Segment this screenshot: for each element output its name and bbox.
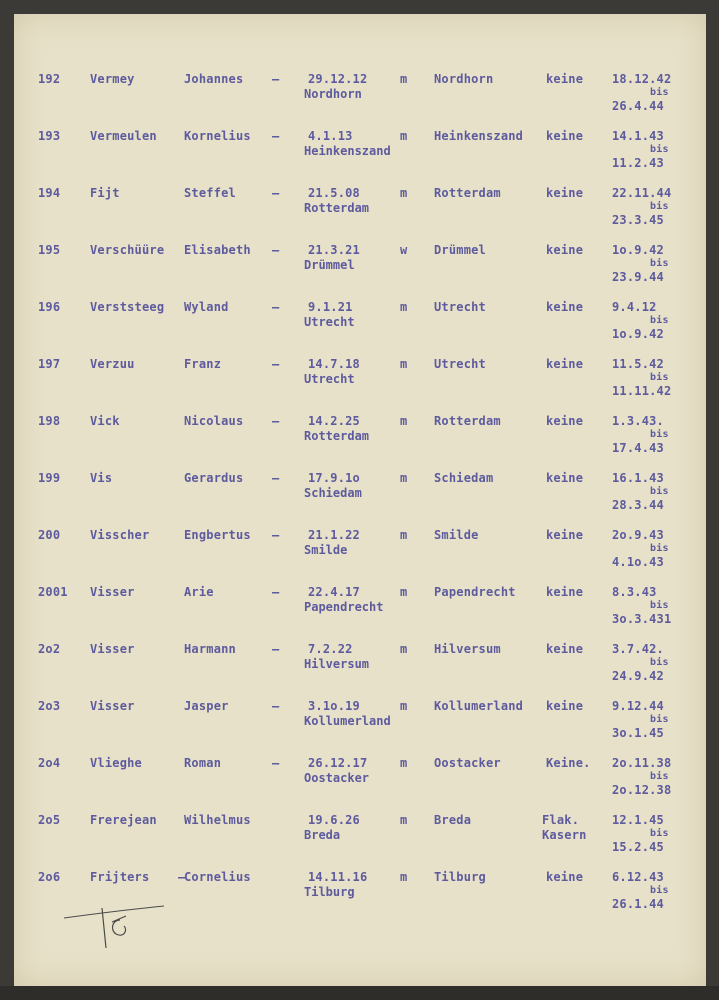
surname: Verststeeg — [90, 300, 165, 314]
range-bis: bis — [650, 885, 669, 896]
surname: Vermeulen — [90, 129, 157, 143]
place: Kollumerland — [434, 699, 524, 713]
range-bis: bis — [650, 543, 669, 554]
nationality: keine — [546, 471, 584, 485]
dash-mark: — — [272, 357, 280, 371]
nationality: keine — [546, 699, 584, 713]
dash-mark: — — [178, 870, 186, 884]
range-bis: bis — [650, 144, 669, 155]
surname: Frerejean — [90, 813, 157, 827]
place: Drümmel — [434, 243, 486, 257]
place: Utrecht — [434, 300, 486, 314]
surname: Fijt — [90, 186, 120, 200]
document-page — [14, 14, 706, 986]
birth-place: Breda — [304, 828, 341, 842]
row-number: 2o5 — [38, 813, 61, 827]
sex: m — [400, 699, 408, 713]
place: Breda — [434, 813, 472, 827]
nationality: Keine. — [546, 756, 591, 770]
dash-mark: — — [272, 699, 280, 713]
nationality: keine — [546, 72, 584, 86]
place: Oostacker — [434, 756, 501, 770]
dash-mark: — — [272, 528, 280, 542]
date-range — [612, 471, 669, 513]
date-range — [612, 756, 671, 798]
row-number: 197 — [38, 357, 61, 371]
sex: m — [400, 528, 408, 542]
table-row — [14, 300, 706, 356]
range-bis: bis — [650, 315, 669, 326]
dash-mark: — — [272, 300, 280, 314]
sex: m — [400, 186, 408, 200]
date-range — [612, 186, 671, 228]
range-to: 23.9.44 — [612, 270, 664, 284]
range-to: 17.4.43 — [612, 441, 664, 455]
range-bis: bis — [650, 258, 669, 269]
sex: w — [400, 243, 408, 257]
surname: Frijters — [90, 870, 150, 884]
range-from: 9.4.12 — [612, 300, 657, 314]
sex: m — [400, 72, 408, 86]
place: Hilversum — [434, 642, 501, 656]
nationality: Flak. Kasern — [542, 813, 587, 842]
sex: m — [400, 870, 408, 884]
nationality: keine — [546, 243, 584, 257]
given-name: Gerardus — [184, 471, 244, 485]
range-to: 24.9.42 — [612, 669, 664, 683]
range-to: 3o.3.431 — [612, 612, 672, 626]
range-from: 12.1.45 — [612, 813, 664, 827]
birth-date: 22.4.17 — [308, 585, 360, 599]
row-number: 195 — [38, 243, 61, 257]
row-number: 2o2 — [38, 642, 61, 656]
birth-date: 19.6.26 — [308, 813, 360, 827]
range-to: 11.2.43 — [612, 156, 664, 170]
dash-mark: — — [272, 186, 280, 200]
range-to: 26.1.44 — [612, 897, 664, 911]
birth-date: 4.1.13 — [308, 129, 353, 143]
date-range — [612, 528, 669, 570]
range-to: 1o.9.42 — [612, 327, 664, 341]
birth-date: 17.9.1o — [308, 471, 360, 485]
surname: Vis — [90, 471, 113, 485]
birth-place: Rotterdam — [304, 201, 370, 215]
surname: Vick — [90, 414, 120, 428]
range-bis: bis — [650, 657, 669, 668]
range-from: 2o.9.43 — [612, 528, 664, 542]
table-row — [14, 357, 706, 413]
row-number: 194 — [38, 186, 61, 200]
range-to: 11.11.42 — [612, 384, 672, 398]
given-name: Wilhelmus — [184, 813, 251, 827]
range-from: 2o.11.38 — [612, 756, 672, 770]
birth-place: Nordhorn — [304, 87, 362, 101]
place: Schiedam — [434, 471, 494, 485]
birth-date: 7.2.22 — [308, 642, 353, 656]
table-row — [14, 243, 706, 299]
sex: m — [400, 756, 408, 770]
birth-date: 21.5.08 — [308, 186, 360, 200]
dash-mark: — — [272, 243, 280, 257]
birth-place: Papendrecht — [304, 600, 384, 614]
sex: m — [400, 357, 408, 371]
birth-place: Utrecht — [304, 315, 355, 329]
given-name: Engbertus — [184, 528, 251, 542]
dash-mark: — — [272, 642, 280, 656]
birth-date: 14.7.18 — [308, 357, 360, 371]
surname: Verzuu — [90, 357, 135, 371]
date-range — [612, 414, 669, 456]
birth-date: 26.12.17 — [308, 756, 368, 770]
row-number: 193 — [38, 129, 61, 143]
range-bis: bis — [650, 600, 669, 611]
given-name: Johannes — [184, 72, 244, 86]
table-row — [14, 186, 706, 242]
table-row — [14, 870, 706, 926]
sex: m — [400, 414, 408, 428]
table-row — [14, 72, 706, 128]
birth-date: 14.11.16 — [308, 870, 368, 884]
row-number: 2o3 — [38, 699, 61, 713]
date-range — [612, 300, 669, 342]
given-name: Elisabeth — [184, 243, 251, 257]
table-row — [14, 414, 706, 470]
row-number: 192 — [38, 72, 61, 86]
range-from: 14.1.43 — [612, 129, 664, 143]
birth-date: 29.12.12 — [308, 72, 368, 86]
nationality: keine — [546, 870, 584, 884]
given-name: Jasper — [184, 699, 229, 713]
range-bis: bis — [650, 486, 669, 497]
table-row — [14, 471, 706, 527]
sex: m — [400, 471, 408, 485]
range-from: 18.12.42 — [612, 72, 672, 86]
table-row — [14, 813, 706, 869]
birth-date: 3.1o.19 — [308, 699, 360, 713]
birth-place: Tilburg — [304, 885, 355, 899]
nationality: keine — [546, 300, 584, 314]
date-range — [612, 243, 669, 285]
table-row — [14, 129, 706, 185]
nationality: keine — [546, 585, 584, 599]
surname: Vlieghe — [90, 756, 142, 770]
table-row — [14, 642, 706, 698]
nationality: keine — [546, 186, 584, 200]
birth-place: Utrecht — [304, 372, 355, 386]
range-bis: bis — [650, 714, 669, 725]
table-row — [14, 585, 706, 641]
sex: m — [400, 585, 408, 599]
range-to: 15.2.45 — [612, 840, 664, 854]
date-range — [612, 699, 669, 741]
nationality: keine — [546, 528, 584, 542]
birth-place: Kollumerland — [304, 714, 391, 728]
surname: Visser — [90, 699, 135, 713]
range-bis: bis — [650, 372, 669, 383]
birth-place: Oostacker — [304, 771, 370, 785]
dash-mark: — — [272, 471, 280, 485]
range-bis: bis — [650, 201, 669, 212]
place: Heinkenszand — [434, 129, 524, 143]
place: Nordhorn — [434, 72, 494, 86]
birth-place: Hilversum — [304, 657, 370, 671]
nationality: keine — [546, 129, 584, 143]
sex: m — [400, 642, 408, 656]
row-number: 2o4 — [38, 756, 61, 770]
birth-date: 9.1.21 — [308, 300, 353, 314]
dash-mark: — — [272, 756, 280, 770]
dash-mark: — — [272, 72, 280, 86]
range-to: 28.3.44 — [612, 498, 664, 512]
birth-place: Drümmel — [304, 258, 355, 272]
scan-border — [0, 986, 719, 1000]
table-row — [14, 756, 706, 812]
dash-mark: — — [272, 129, 280, 143]
range-bis: bis — [650, 828, 669, 839]
sex: m — [400, 129, 408, 143]
surname: Verschüüre — [90, 243, 165, 257]
range-from: 8.3.43 — [612, 585, 657, 599]
row-number: 196 — [38, 300, 61, 314]
nationality: keine — [546, 357, 584, 371]
range-bis: bis — [650, 771, 669, 782]
range-from: 16.1.43 — [612, 471, 664, 485]
range-to: 26.4.44 — [612, 99, 664, 113]
range-to: 2o.12.38 — [612, 783, 672, 797]
birth-date: 21.1.22 — [308, 528, 360, 542]
surname: Visser — [90, 585, 135, 599]
row-number: 2o6 — [38, 870, 61, 884]
range-to: 3o.1.45 — [612, 726, 664, 740]
date-range — [612, 870, 669, 912]
given-name: Steffel — [184, 186, 236, 200]
sex: m — [400, 300, 408, 314]
given-name: Harmann — [184, 642, 236, 656]
range-from: 22.11.44 — [612, 186, 672, 200]
date-range — [612, 129, 669, 171]
table-row — [14, 699, 706, 755]
place: Tilburg — [434, 870, 486, 884]
row-number: 200 — [38, 528, 61, 542]
range-to: 23.3.45 — [612, 213, 664, 227]
birth-place: Rotterdam — [304, 429, 370, 443]
surname: Visser — [90, 642, 135, 656]
range-from: 1.3.43. — [612, 414, 664, 428]
birth-date: 14.2.25 — [308, 414, 360, 428]
range-from: 3.7.42. — [612, 642, 664, 656]
surname: Visscher — [90, 528, 150, 542]
range-bis: bis — [650, 429, 669, 440]
range-from: 11.5.42 — [612, 357, 664, 371]
birth-place: Heinkenszand — [304, 144, 391, 158]
birth-place: Smilde — [304, 543, 348, 557]
date-range — [612, 585, 671, 627]
surname: Vermey — [90, 72, 135, 86]
date-range — [612, 642, 669, 684]
place: Papendrecht — [434, 585, 516, 599]
given-name: Franz — [184, 357, 222, 371]
given-name: Roman — [184, 756, 222, 770]
date-range — [612, 813, 669, 855]
birth-date: 21.3.21 — [308, 243, 360, 257]
dash-mark: — — [272, 585, 280, 599]
given-name: Wyland — [184, 300, 229, 314]
given-name: Arie — [184, 585, 214, 599]
given-name: Nicolaus — [184, 414, 244, 428]
sex: m — [400, 813, 408, 827]
range-from: 6.12.43 — [612, 870, 664, 884]
row-number: 199 — [38, 471, 61, 485]
row-number: 2001 — [38, 585, 68, 599]
birth-place: Schiedam — [304, 486, 362, 500]
date-range — [612, 357, 671, 399]
place: Smilde — [434, 528, 479, 542]
date-range — [612, 72, 671, 114]
place: Rotterdam — [434, 186, 501, 200]
nationality: keine — [546, 642, 584, 656]
table-row — [14, 528, 706, 584]
range-bis: bis — [650, 87, 669, 98]
given-name: Kornelius — [184, 129, 251, 143]
place: Rotterdam — [434, 414, 501, 428]
range-from: 1o.9.42 — [612, 243, 664, 257]
given-name: Cornelius — [184, 870, 251, 884]
row-number: 198 — [38, 414, 61, 428]
dash-mark: — — [272, 414, 280, 428]
place: Utrecht — [434, 357, 486, 371]
nationality: keine — [546, 414, 584, 428]
range-to: 4.1o.43 — [612, 555, 664, 569]
range-from: 9.12.44 — [612, 699, 664, 713]
